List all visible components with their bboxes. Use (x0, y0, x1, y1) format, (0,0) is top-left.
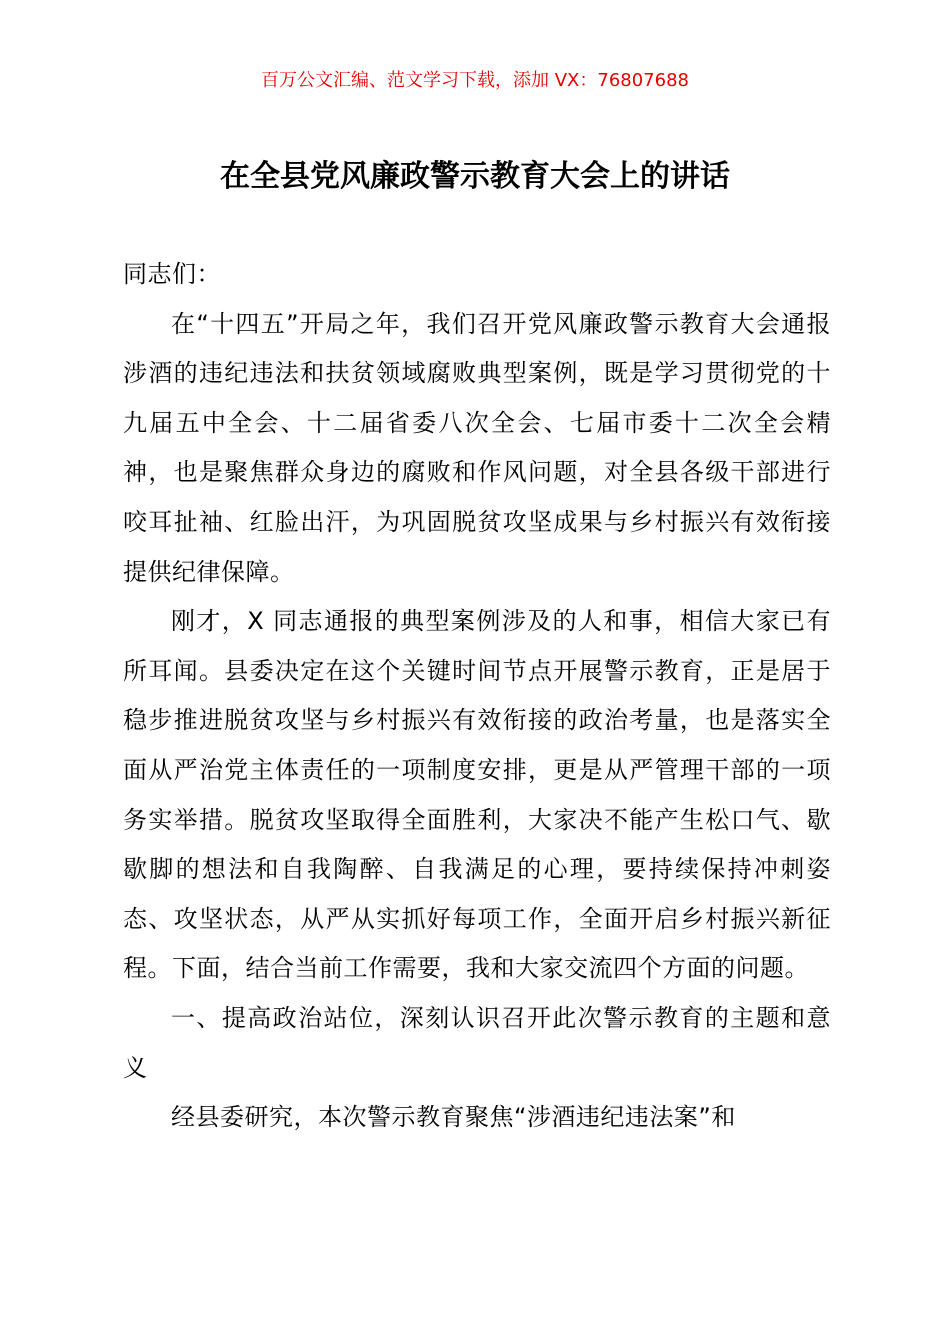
header-promo-note: 百万公文汇编、范文学习下载，添加 VX：76807688 (261, 70, 689, 91)
salutation: 同志们： (123, 260, 221, 288)
paragraph-2: 刚才，X 同志通报的典型案例涉及的人和事，相信大家已有所耳闻。县委决定在这个关键时间节点开展警示教育，正是居于稳步推进脱贫攻坚与乡村振兴有效衔接的政治考量，也是落实全面从严治党主体责任的一项制度安排，更是从严管理干部的一项务实举措。脱贫攻坚取得全面胜利，大家决不能产生松口气、歇歇脚的想法和自我陶醉、自我满足的心理，要持续保持冲刺姿态、攻坚状态，从严从实抓好每项工作，全面开启乡村振兴新征程。下面，结合当前工作需要，我和大家交流四个方面的问题。 (123, 607, 831, 983)
section-heading-1: 一、提高政治站位，深刻认识召开此次警示教育的主题和意义 (123, 1003, 831, 1082)
document-title: 在全县党风廉政警示教育大会上的讲话 (220, 159, 730, 194)
document-body (123, 250, 831, 1143)
paragraph-3: 经县委研究，本次警示教育聚焦“涉酒违纪违法案”和 (171, 1103, 736, 1132)
paragraph-1: 在“十四五”开局之年，我们召开党风廉政警示教育大会通报涉酒的违纪违法和扶贫领域腐败典型案例，既是学习贯彻党的十九届五中全会、十二届省委八次全会、七届市委十二次全会精神，也是聚焦群众身边的腐败和作风问题，对全县各级干部进行咬耳扯袖、红脸出汗，为巩固脱贫攻坚成果与乡村振兴有效衔接提供纪律保障。 (123, 309, 831, 586)
